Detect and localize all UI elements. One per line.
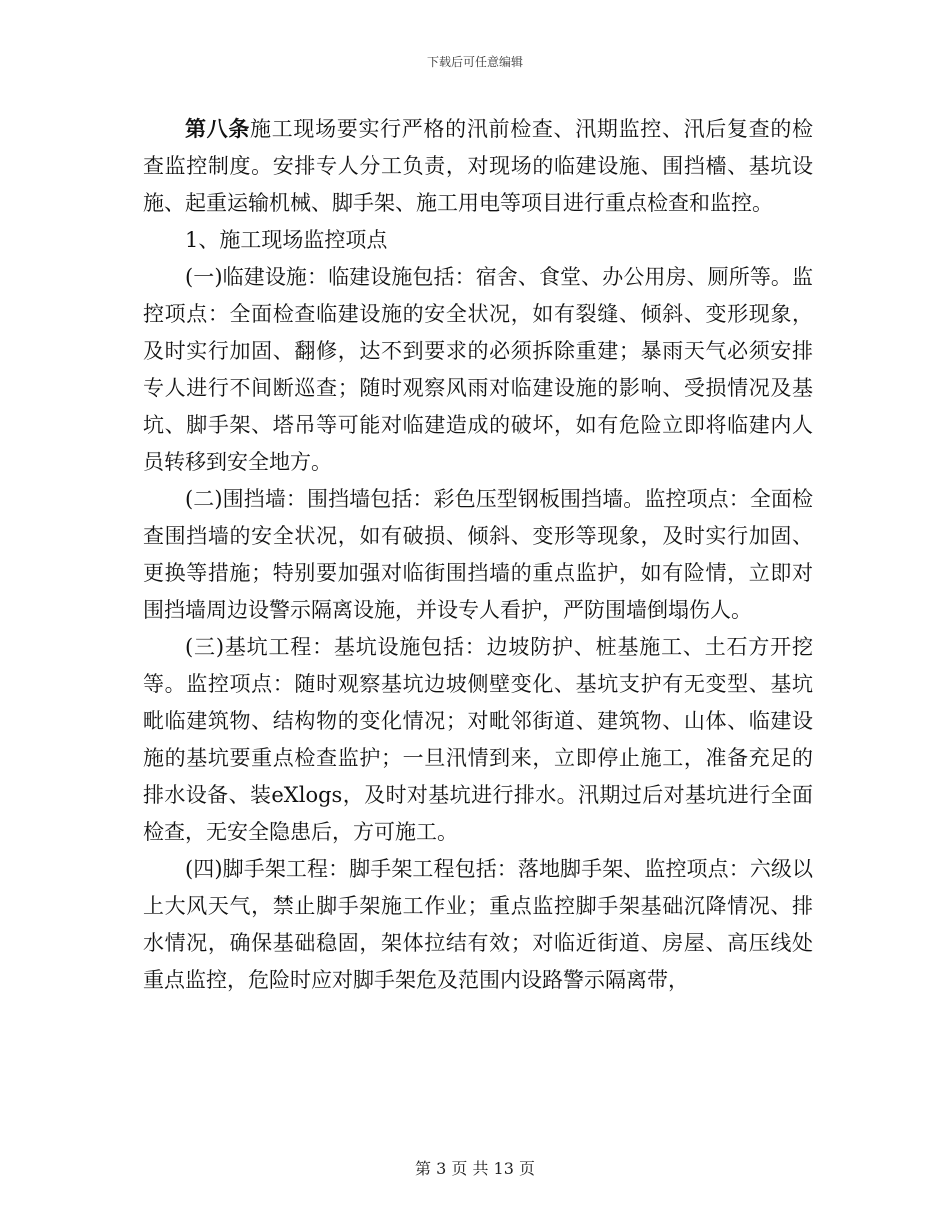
paragraph-scaffolding: (四)脚手架工程：脚手架工程包括：落地脚手架、监控项点：六级以上大风天气，禁止脚手架施工作业；重点监控脚手架基础沉降情况、排水情况，确保基础稳固，架体拉结有效；对临近街道、房屋、高压线处重点监控，危险时应对脚手架危及范围内设路警示隔离带，	[143, 857, 813, 992]
page-header	[0, 53, 950, 70]
paragraph-foundation-pit: (三)基坑工程：基坑设施包括：边坡防护、桩基施工、土石方开挖等。监控项点：随时观察基坑边坡侧壁变化、基坑支护有无变型、基坑毗临建筑物、结构物的变化情况；对毗邻街道、建筑物、山体、临建设施的基坑要重点检查监护；一旦汛情到来，立即停止施工，准备充足的排水设备、装eXlogs，及时对基坑进行排水。汛期过后对基坑进行全面检查，无安全隐患后，方可施工。	[143, 635, 813, 844]
paragraph-article-8	[143, 110, 813, 222]
paragraph-temporary-facilities: (一)临建设施：临建设施包括：宿舍、食堂、办公用房、厕所等。监控项点：全面检查临建设施的安全状况，如有裂缝、倾斜、变形现象，及时实行加固、翻修，达不到要求的必须拆除重建；暴雨天气必须安排专人进行不间断巡查；随时观察风雨对临建设施的影响、受损情况及基坑、脚手架、塔吊等可能对临建造成的破坏，如有危险立即将临建内人员转移到安全地方。	[143, 265, 813, 474]
article-8-text: 施工现场要实行严格的汛前检查、汛期监控、汛后复查的检查监控制度。安排专人分工负责，对现场的临建设施、围挡檣、基坑设施、起重运输机械、脚手架、施工用电等项目进行重点检查和监控。	[143, 117, 814, 215]
page-footer	[0, 1156, 950, 1179]
paragraph-enclosure-wall: (二)围挡墙：围挡墙包括：彩色压型钢板围挡墙。监控项点：全面检查围挡墙的安全状况，如有破损、倾斜、变形等现象，及时实行加固、更换等措施；特别要加强对临街围挡墙的重点监护，如有险情，立即对围挡墙周边设警示隔离设施，并设专人看护，严防围墙倒塌伤人。	[143, 487, 813, 622]
document-body	[143, 110, 813, 999]
header-text: 下载后可任意编辑	[426, 55, 523, 69]
page-number: 第 3 页 共 13 页	[415, 1159, 535, 1178]
article-label: 第八条	[185, 116, 251, 141]
section-heading-monitoring-points: 1、施工现场监控项点	[185, 228, 388, 252]
